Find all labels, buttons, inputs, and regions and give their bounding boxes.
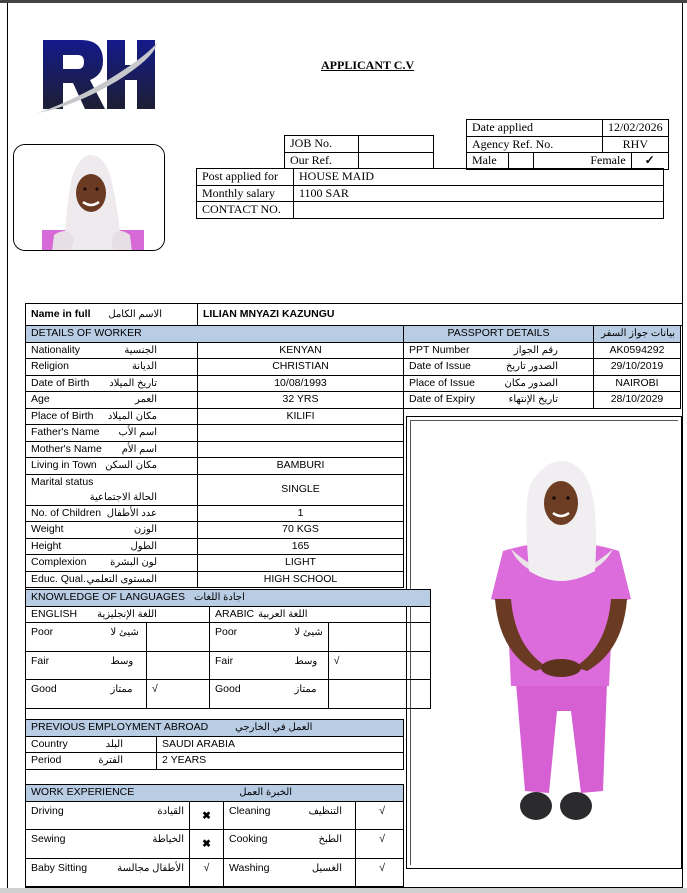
worker-row: Marital status الحالة الاجتماعية SINGLE [26, 474, 404, 505]
full-name-table [25, 303, 683, 326]
languages-table [25, 589, 431, 709]
worker-row: Weight الوزن 70 KGS [26, 522, 404, 539]
page-right-border [682, 3, 683, 893]
contact-no-value [294, 202, 664, 219]
passport-details-header-ar: بيانات جواز السفر [594, 326, 681, 343]
complexion-value: LIGHT [198, 555, 404, 572]
agency-ref-value: RHV [603, 136, 669, 153]
worker-row: Age العمر 32 YRS [26, 392, 404, 409]
female-checkmark: ✓ [631, 153, 668, 170]
full-name-value: LILIAN MNYAZI KAZUNGU [198, 304, 683, 326]
passport-row: Date of Issue الصدور تاريخ 29/10/2019 [404, 359, 681, 376]
monthly-salary-label: Monthly salary [197, 185, 294, 202]
work-experience-row: Sewing الخياطة ✖ Cooking الطبخ √ [26, 830, 404, 859]
age-value: 32 YRS [198, 392, 404, 409]
worker-row: Height الطول 165 [26, 538, 404, 555]
arabic-label-ar: اللغة العربية [258, 608, 308, 620]
female-label: Female [534, 153, 632, 170]
passport-details-table [403, 325, 681, 409]
our-ref-value [359, 152, 434, 169]
job-reference-table [284, 135, 434, 169]
living-in-town-value: BAMBURI [198, 458, 404, 475]
date-of-expiry-value: 28/10/2029 [594, 392, 681, 409]
date-of-issue-value: 29/10/2019 [594, 359, 681, 376]
job-no-value [359, 136, 434, 153]
english-fair-mark [147, 651, 210, 680]
work-experience-row: Driving القيادة ✖ Cleaning التنظيف √ [26, 801, 404, 830]
page-top-border [0, 0, 687, 3]
work-experience-row: Baby Sitting الأطفال مجالسة √ Washing الغسيل √ [26, 858, 404, 887]
english-good-mark: √ [147, 680, 210, 709]
sewing-mark: ✖ [190, 830, 224, 859]
date-of-birth-value: 10/08/1993 [198, 375, 404, 392]
post-details-table [196, 168, 664, 219]
cleaning-mark: √ [356, 801, 404, 830]
arabic-label: ARABIC [215, 607, 255, 620]
languages-header: KNOWLEDGE OF LANGUAGES [31, 591, 186, 604]
language-level-row: Poor شيئ لا Poor شيئ لا [26, 623, 431, 652]
full-name-label-cell [26, 304, 198, 326]
washing-mark: √ [356, 858, 404, 887]
worker-row: Mother's Name اسم الأم [26, 441, 404, 458]
agency-logo [33, 35, 161, 119]
date-applied-value: 12/02/2026 [603, 120, 669, 137]
worker-row: Complexion لون البشرة LIGHT [26, 555, 404, 572]
country-value: SAUDI ARABIA [157, 736, 404, 753]
nationality-value: KENYAN [198, 342, 404, 359]
worker-row: No. of Children عدد الأطفال 1 [26, 505, 404, 522]
worker-row: Religion الديانة CHRISTIAN [26, 359, 404, 376]
arabic-poor-mark [328, 623, 430, 652]
previous-employment-table [25, 719, 404, 770]
work-experience-header: WORK EXPERIENCE [31, 786, 135, 799]
weight-value: 70 KGS [198, 522, 404, 539]
language-level-row: Fair وسط Fair وسط √ [26, 651, 431, 680]
monthly-salary-value: 1100 SAR [294, 185, 664, 202]
applicant-portrait-photo [13, 144, 165, 251]
employment-row: Country البلد SAUDI ARABIA [26, 736, 404, 753]
page-bottom-border [0, 888, 687, 893]
marital-status-value: SINGLE [198, 474, 404, 505]
contact-no-label: CONTACT NO. [197, 202, 294, 219]
page-left-border [7, 3, 8, 893]
passport-row: PPT Number رقم الجواز AK0594292 [404, 342, 681, 359]
place-of-birth-value: KILIFI [198, 408, 404, 425]
employment-header: PREVIOUS EMPLOYMENT ABROAD [31, 721, 209, 734]
period-value: 2 YEARS [157, 753, 404, 770]
page-title: APPLICANT C.V [321, 58, 415, 72]
worker-details-header: DETAILS OF WORKER [26, 326, 404, 343]
english-label: ENGLISH [31, 607, 78, 620]
work-experience-table [25, 784, 404, 887]
full-name-label: Name in full [31, 308, 91, 320]
male-label: Male [467, 153, 509, 170]
mothers-name-value [198, 441, 404, 458]
worker-row: Living in Town مكان السكن BAMBURI [26, 458, 404, 475]
passport-row: Date of Expiry تاريخ الإنتهاء 28/10/2029 [404, 392, 681, 409]
driving-mark: ✖ [190, 801, 224, 830]
application-info-table [466, 119, 669, 170]
education-value: HIGH SCHOOL [198, 571, 404, 588]
cooking-mark: √ [356, 830, 404, 859]
passport-details-header: PASSPORT DETAILS [404, 326, 594, 343]
worker-row: Educ. Qual. المستوى التعلمي HIGH SCHOOL [26, 571, 404, 588]
fathers-name-value [198, 425, 404, 442]
post-applied-label: Post applied for [197, 169, 294, 186]
arabic-good-mark [328, 680, 430, 709]
place-of-issue-value: NAIROBI [594, 375, 681, 392]
our-ref-label: Our Ref. [285, 152, 359, 169]
male-checkbox [509, 153, 534, 170]
english-label-ar: اللغة الإنجليزية [97, 608, 157, 620]
height-value: 165 [198, 538, 404, 555]
work-experience-header-ar: الخبرة العمل [239, 787, 293, 799]
worker-details-table [25, 325, 404, 588]
english-poor-mark [147, 623, 210, 652]
full-name-label-ar: الاسم الكامل [108, 309, 162, 320]
baby-sitting-mark: √ [190, 858, 224, 887]
worker-row: Nationality الجنسية KENYAN [26, 342, 404, 359]
post-applied-value: HOUSE MAID [294, 169, 664, 186]
applicant-full-body-photo [406, 416, 682, 869]
passport-row: Place of Issue الصدور مكان NAIROBI [404, 375, 681, 392]
passport-number-value: AK0594292 [594, 342, 681, 359]
employment-header-ar: العمل في الخارجي [235, 722, 313, 734]
job-no-label: JOB No. [285, 136, 359, 153]
religion-value: CHRISTIAN [198, 359, 404, 376]
worker-row: Father's Name اسم الأب [26, 425, 404, 442]
agency-ref-label: Agency Ref. No. [467, 136, 603, 153]
worker-row: Place of Birth مكان الميلاد KILIFI [26, 408, 404, 425]
employment-row: Period الفترة 2 YEARS [26, 753, 404, 770]
worker-row: Date of Birth تاريخ الميلاد 10/08/1993 [26, 375, 404, 392]
languages-header-ar: اجادة اللغات [193, 592, 245, 604]
children-value: 1 [198, 505, 404, 522]
date-applied-label: Date applied [467, 120, 603, 137]
arabic-fair-mark: √ [328, 651, 430, 680]
language-level-row: Good ممتاز √ Good ممتاز [26, 680, 431, 709]
